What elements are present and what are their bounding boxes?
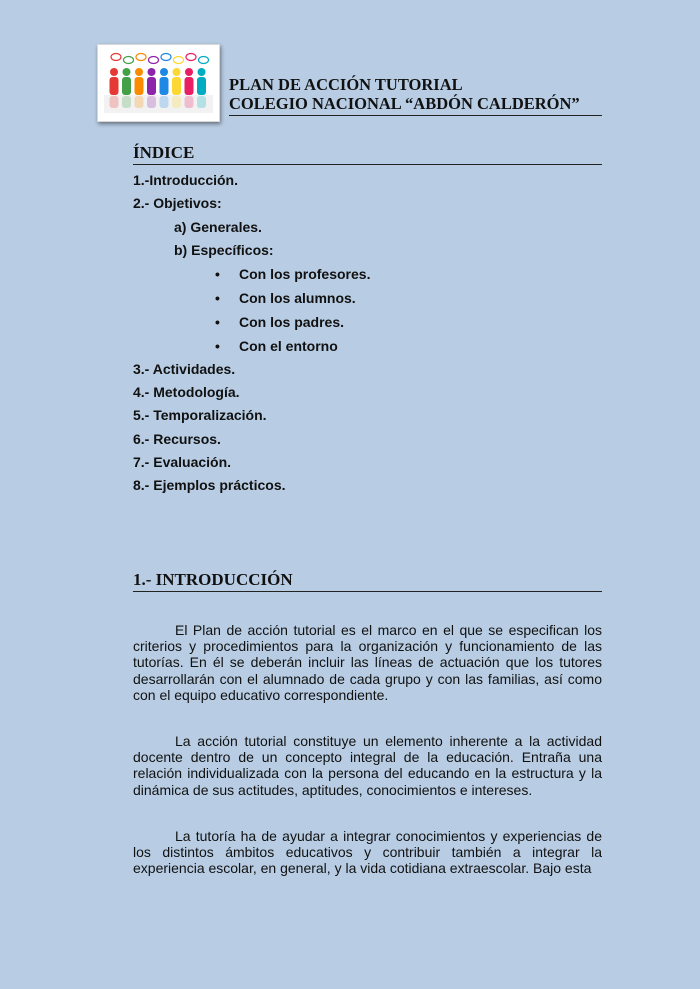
toc-item-evaluacion: 7.- Evaluación. bbox=[133, 454, 232, 470]
toc-bullet-alumnos: • Con los alumnos. bbox=[239, 290, 356, 306]
toc-subitem-especificos: b) Específicos: bbox=[174, 242, 274, 258]
toc-item-ejemplos: 8.- Ejemplos prácticos. bbox=[133, 477, 286, 493]
school-logo bbox=[97, 44, 220, 122]
introduction-heading: 1.- INTRODUCCIÓN bbox=[133, 570, 602, 592]
people-speech-bubbles-icon bbox=[98, 45, 219, 121]
toc-item-objetivos: 2.- Objetivos: bbox=[133, 195, 222, 211]
header-title-line2: COLEGIO NACIONAL “ABDÓN CALDERÓN” bbox=[229, 94, 580, 113]
toc-item-temporalizacion: 5.- Temporalización. bbox=[133, 407, 267, 423]
toc-subitem-generales: a) Generales. bbox=[174, 219, 262, 235]
toc-item-recursos: 6.- Recursos. bbox=[133, 431, 221, 447]
index-heading: ÍNDICE bbox=[133, 143, 602, 165]
document-header bbox=[229, 75, 602, 116]
toc-bullet-padres: • Con los padres. bbox=[239, 314, 344, 330]
intro-paragraph-1: El Plan de acción tutorial es el marco en el que se especifican los criterios y procedimientos para la organización y funcionamiento de las tutorías. En él se deberán incluir las líneas de actuación que los tutores desarrollarán con el alumnado de cada grupo y con las familias, así como con el equipo educativo correspondiente. bbox=[133, 622, 602, 703]
header-title-line1: PLAN DE ACCIÓN TUTORIAL bbox=[229, 75, 463, 94]
toc-item-metodologia: 4.- Metodología. bbox=[133, 384, 240, 400]
toc-bullet-entorno: • Con el entorno bbox=[239, 338, 338, 354]
toc-item-actividades: 3.- Actividades. bbox=[133, 361, 236, 377]
toc-item-introduccion: 1.-Introducción. bbox=[133, 172, 238, 188]
toc-bullet-profesores: • Con los profesores. bbox=[239, 266, 370, 282]
intro-paragraph-3: La tutoría ha de ayudar a integrar conocimientos y experiencias de los distintos ámbitos educativos y contribuir también a integrar la experiencia escolar, en general, y la vida cotidiana extraescolar. Bajo esta bbox=[133, 828, 602, 877]
intro-paragraph-2: La acción tutorial constituye un elemento inherente a la actividad docente dentro de un concepto integral de la educación. Entraña una relación individualizada con la persona del educando en la estructura y la dinámica de sus actitudes, aptitudes, conocimientos e intereses. bbox=[133, 733, 602, 798]
